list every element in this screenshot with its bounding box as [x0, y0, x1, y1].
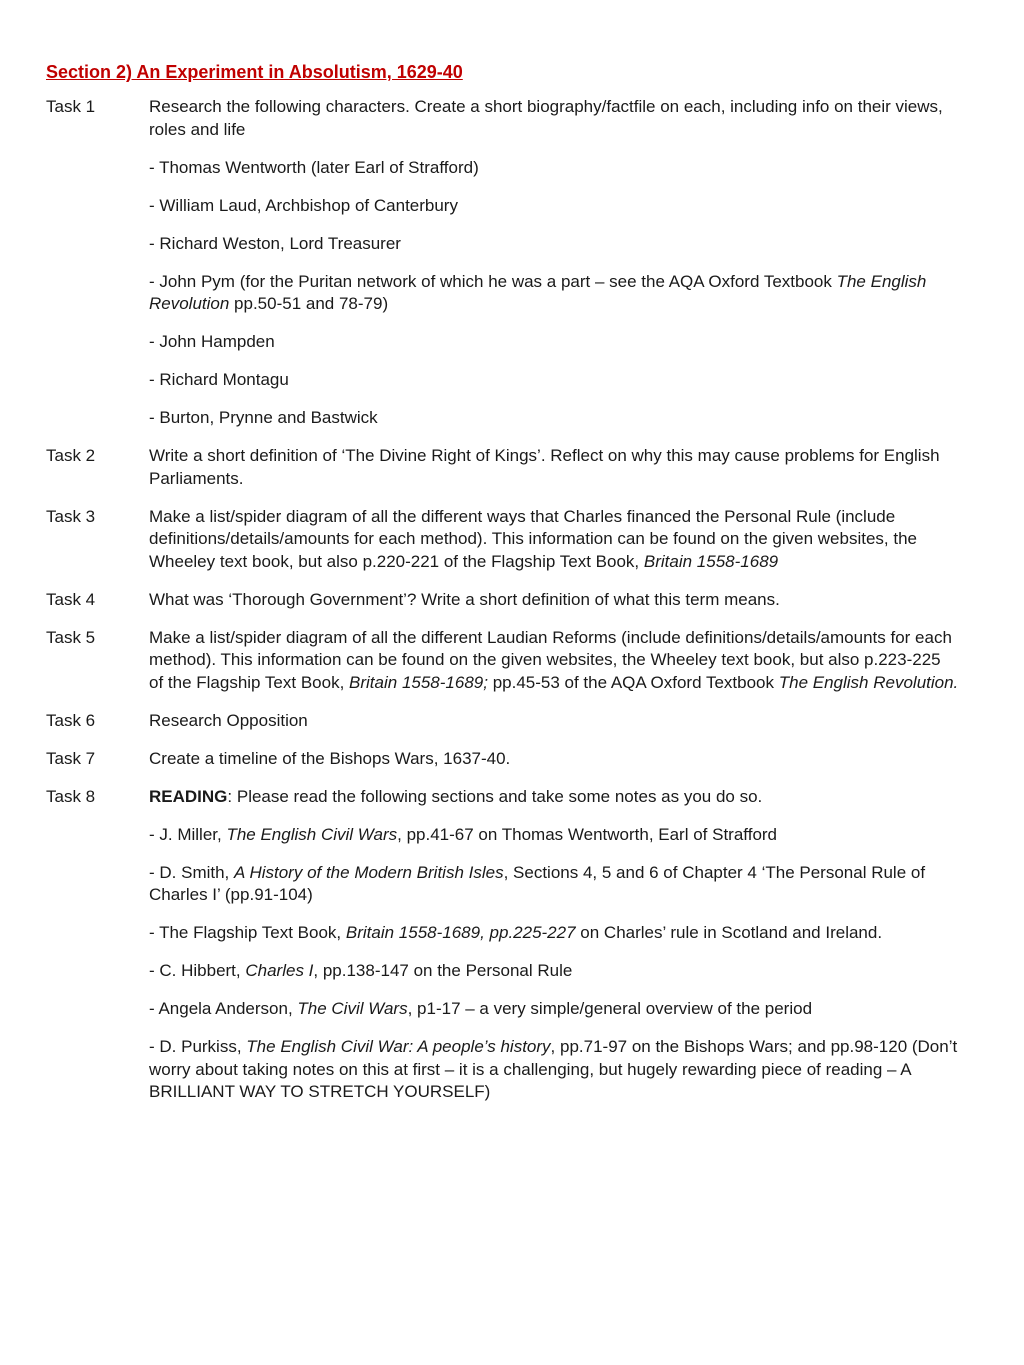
task-2 [46, 445, 966, 506]
task-label: Task 8 [46, 786, 96, 806]
book-title: The English Civil Wars [226, 824, 398, 844]
reading-item [149, 960, 959, 983]
reading-item [149, 922, 959, 945]
task-body [149, 627, 959, 710]
task-text: What was ‘Thorough Government’? Write a short definition of what this term means. [149, 589, 780, 609]
task-1 [46, 96, 966, 445]
book-title: The Civil Wars [297, 999, 408, 1018]
task-label: Task 2 [46, 446, 96, 465]
reading-item [149, 1036, 959, 1104]
book-title: A History of the Modern British Isles [234, 862, 504, 882]
task-label: Task 5 [46, 627, 96, 647]
task-text [149, 506, 959, 574]
book-title: The English Revolution. [778, 672, 959, 692]
task-label: Task 4 [46, 589, 96, 609]
reading-detail: , p1-17 – a very simple/general overview of the period [407, 999, 813, 1018]
reading-item [149, 824, 959, 847]
task-8 [46, 786, 966, 1120]
task-label: Task 6 [46, 710, 96, 730]
task-4 [46, 589, 966, 627]
task-text [149, 786, 959, 809]
reading-author: - D. Purkiss, [149, 1037, 247, 1056]
task-7 [46, 748, 966, 786]
task-text: Research the following characters. Create a short biography/factfile on each, including info on their views, roles and life [149, 97, 943, 139]
reading-detail: , pp.41-67 on Thomas Wentworth, Earl of Strafford [397, 824, 778, 844]
task-text-part: : Please read the following sections and take some notes as you do so. [227, 786, 763, 806]
reading-detail: , pp.138-147 on the Personal Rule [313, 961, 573, 980]
reading-author: - J. Miller, [149, 824, 227, 844]
book-title: Charles I [245, 961, 314, 980]
task-text-part: pp.45-53 of the AQA Oxford Textbook [487, 672, 779, 692]
task-text-part: Make a list/spider diagram of all the different Laudian Reforms (include definitions/details/amounts for each method). This information can be found on the given websites, the Wheeley text book, but also p.223-225 of the Flagship Text Book, [149, 627, 952, 692]
book-title: Britain 1558-1689 [643, 551, 779, 571]
book-title: Britain 1558-1689, pp.225-227 [345, 923, 576, 942]
task-text: Create a timeline of the Bishops Wars, 1637-40. [149, 748, 511, 768]
task-5 [46, 627, 966, 710]
task-body [149, 506, 959, 589]
character-item: - Richard Montagu [149, 370, 289, 389]
reading-item [149, 862, 959, 907]
character-item: - Richard Weston, Lord Treasurer [149, 233, 401, 253]
task-label: Task 1 [46, 97, 96, 116]
task-6 [46, 710, 966, 748]
task-label: Task 3 [46, 506, 96, 526]
item-text: - John Pym (for the Puritan network of which he was a part – see the AQA Oxford Textbook [149, 271, 837, 291]
task-text [149, 627, 959, 695]
book-title: The English Revolution [149, 271, 927, 313]
task-body [149, 445, 959, 506]
document-page [46, 60, 966, 1119]
task-text: Research Opposition [149, 710, 308, 730]
task-body [149, 589, 959, 627]
book-title: The English Civil War: A people’s history [246, 1037, 551, 1056]
reading-detail: on Charles’ rule in Scotland and Ireland. [575, 923, 883, 942]
character-item: - Burton, Prynne and Bastwick [149, 408, 378, 427]
character-item: - Thomas Wentworth (later Earl of Strafford) [149, 157, 479, 177]
task-body [149, 710, 959, 748]
reading-author: - D. Smith, [149, 862, 235, 882]
section-heading: Section 2) An Experiment in Absolutism, 1629-40 [46, 62, 463, 82]
task-body [149, 96, 959, 445]
book-title: Britain 1558-1689; [349, 672, 488, 692]
task-3 [46, 506, 966, 589]
task-body [149, 786, 959, 1120]
task-body [149, 748, 959, 786]
item-text: pp.50-51 and 78-79) [229, 294, 389, 313]
reading-item [149, 998, 959, 1021]
task-text-part: Make a list/spider diagram of all the different ways that Charles financed the Personal Rule (include definitions/details/amounts for each method). This information can be found on the given websites, the Wheeley text book, but also p.220-221 of the Flagship Text Book, [149, 506, 917, 571]
reading-author: - Angela Anderson, [149, 999, 298, 1018]
reading-author: - The Flagship Text Book, [149, 923, 346, 942]
character-item: - William Laud, Archbishop of Canterbury [149, 195, 458, 215]
character-item: - John Hampden [149, 332, 275, 351]
reading-detail: , Sections 4, 5 and 6 of Chapter 4 ‘The Personal Rule of Charles I’ (pp.91-104) [149, 862, 926, 904]
reading-detail: , pp.71-97 on the Bishops Wars; and pp.98-120 (Don’t worry about taking notes on this at first – it is a challenging, but hugely rewarding piece of reading – A BRILLIANT WAY TO STRETCH YOURSELF) [149, 1037, 958, 1101]
task-label: Task 7 [46, 748, 96, 768]
character-item [149, 271, 959, 316]
reading-label: READING [149, 786, 228, 806]
task-text: Write a short definition of ‘The Divine Right of Kings’. Reflect on why this may cause problems for English Parliaments. [149, 446, 940, 488]
reading-author: - C. Hibbert, [149, 961, 246, 980]
